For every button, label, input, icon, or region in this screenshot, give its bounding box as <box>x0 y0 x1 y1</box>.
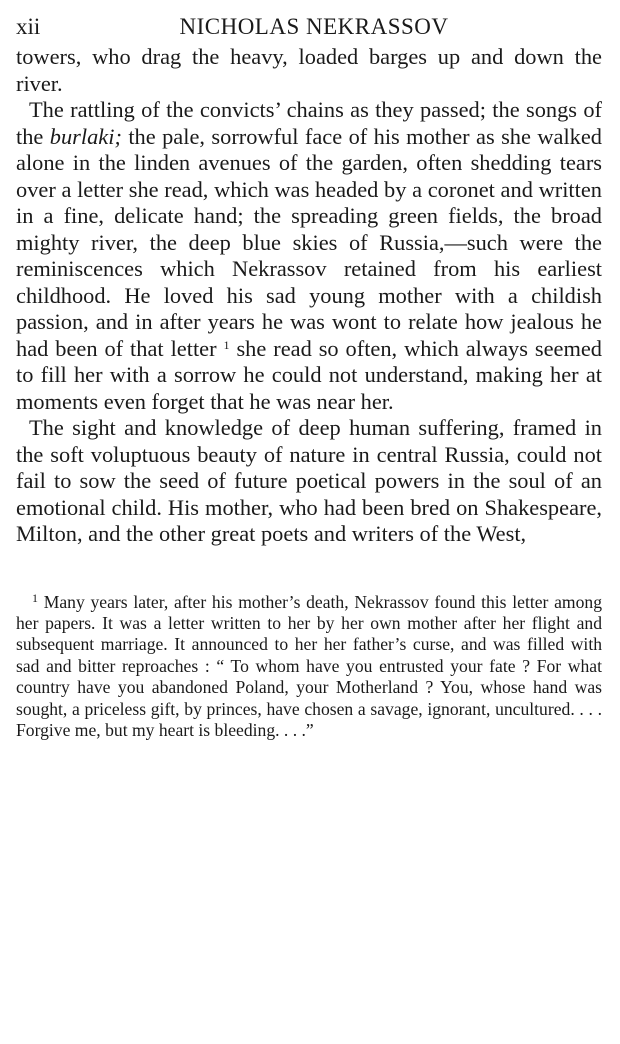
running-head <box>16 10 602 44</box>
footnote <box>16 592 602 742</box>
paragraph-suffering: The sight and knowledge of deep human suffering, framed in the soft voluptuous beauty of nature in central Russia, could not fail to sow the seed of future poetical powers in the soul of an emotional child. His mother, who had been bred on Shakespeare, Milton, and the other great poets and writers of the West, <box>16 415 602 546</box>
paragraph-reminiscences <box>16 97 602 415</box>
page-number: xii <box>16 14 41 39</box>
paragraph-text: The rattling of the convicts’ chains as they passed; the songs of the <box>16 97 602 149</box>
book-page <box>16 10 602 741</box>
paragraph-text: she read so often, which always seemed to fill her with a sorrow he could not understand, making her at moments even forget that he was near her. <box>16 335 602 414</box>
footnote-text: Many years later, after his mother’s death, Nekrassov found this letter among her papers. It was a letter written to her by her own mother after her flight and subsequent marriage. It announced to her her father’s curse, and was filled with sad and bitter reproaches : “ To whom have you entrusted your fate ? For what country have you abandoned Poland, your Motherland ? You, whose hand was sought, a priceless gift, by princes, have chosen a savage, ignorant, uncultured. . . . Forgive me, but my heart is bleeding. . . .” <box>16 591 602 740</box>
italic-term: burlaki; <box>49 123 122 149</box>
paragraph-continued: towers, who drag the heavy, loaded barges up and down the river. <box>16 44 602 96</box>
body-text <box>16 44 602 548</box>
running-title: NICHOLAS NEKRASSOV <box>179 14 449 39</box>
footnote-reference[interactable]: 1 <box>223 337 230 352</box>
footnote-marker: 1 <box>32 590 38 605</box>
paragraph-text: the pale, sorrowful face of his mother as she walked alone in the linden avenues of the garden, often shedding tears over a letter she read, which was headed by a coronet and written in a fine, delicate hand; the spreading green fields, the broad mighty river, the deep blue skies of Russia,—such were the reminiscences which Nekrassov retained from his earliest childhood. He loved his sad young mother with a childish passion, and in after years he was wont to relate how jealous he had been of that letter <box>16 123 602 361</box>
footnote-area <box>16 592 602 742</box>
